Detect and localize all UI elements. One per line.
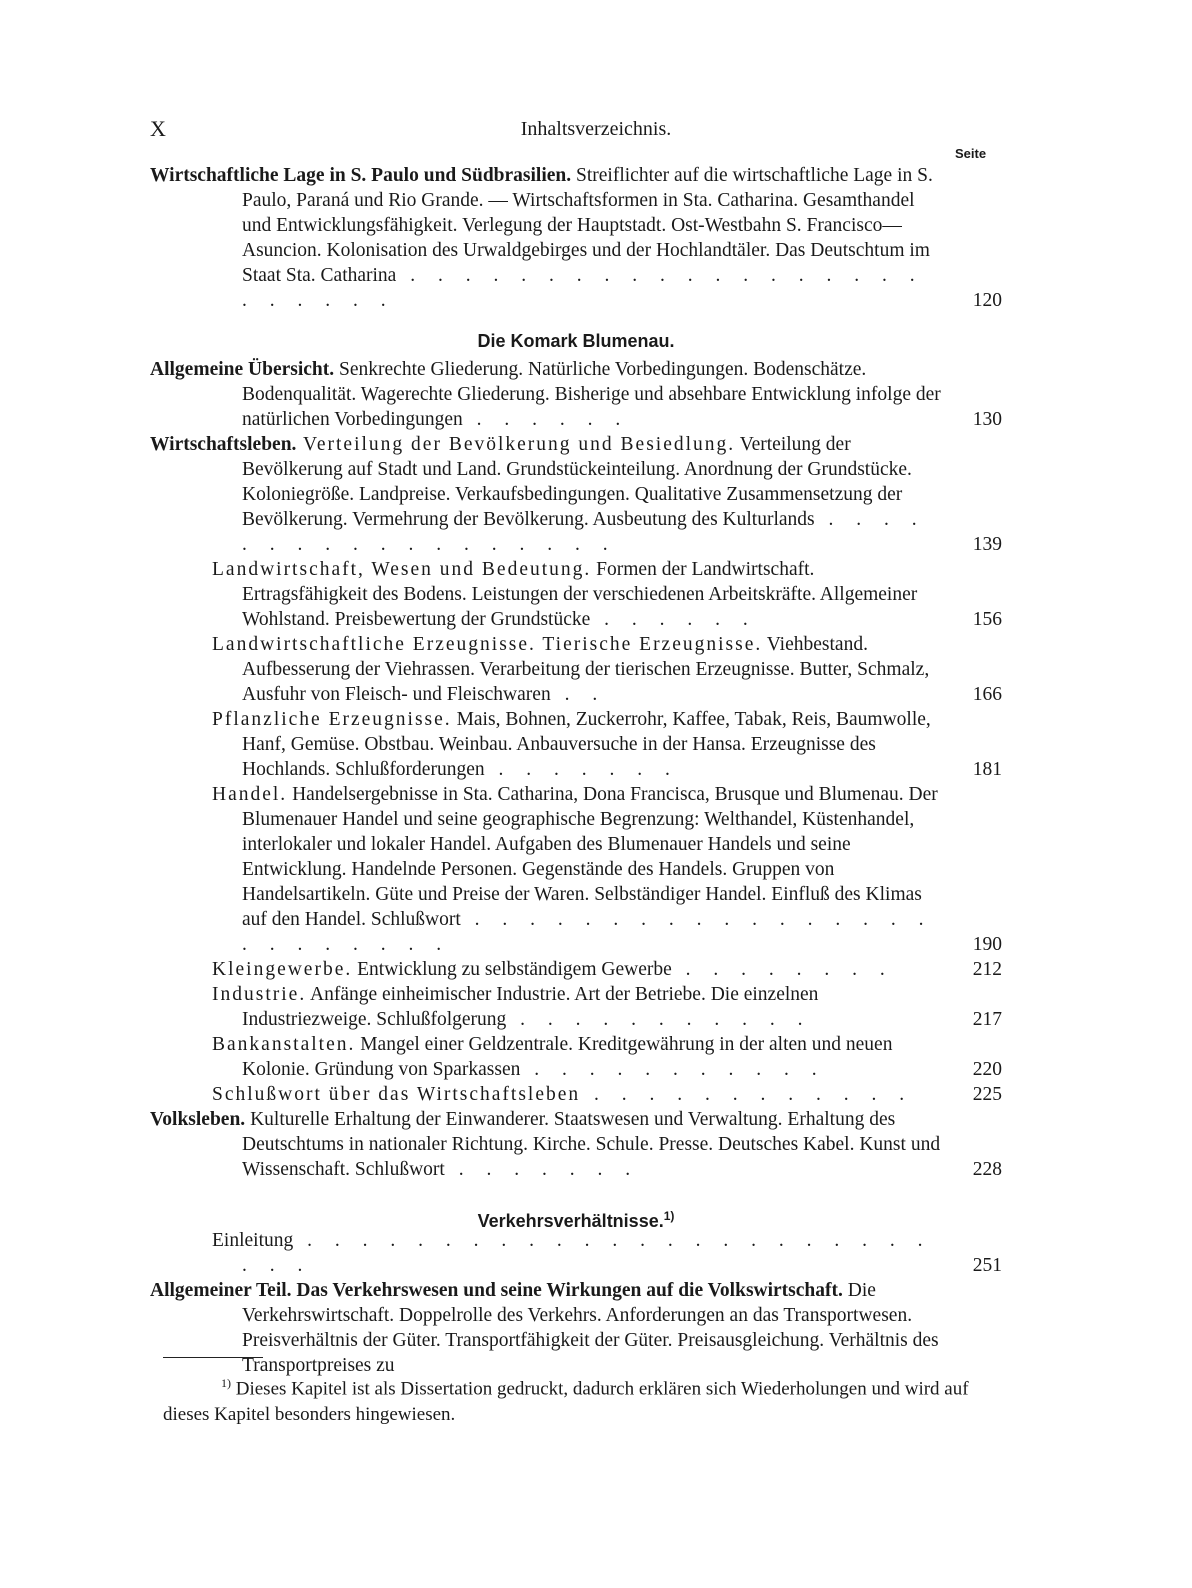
footnote-rule <box>163 1357 263 1358</box>
entry-text: Entwicklung zu selbständigem Gewerbe <box>352 959 672 980</box>
leader-dots: . . . . . . . . . . . . . . . . . . . . . . . . . <box>242 909 933 955</box>
page-number: 139 <box>972 534 1002 555</box>
entry-subheading: Bankanstalten. <box>212 1034 356 1055</box>
page-number: 190 <box>972 934 1002 955</box>
seite-label: Seite <box>955 146 987 161</box>
toc-entry <box>150 1278 1002 1378</box>
footnote-mark: 1) <box>221 1376 231 1390</box>
page-number: 166 <box>972 684 1002 705</box>
leader-dots: . . <box>550 684 607 705</box>
entry-heading: Allgemeine Übersicht. <box>150 359 335 380</box>
toc-entry <box>150 632 1002 707</box>
page-number: 156 <box>972 609 1002 630</box>
leader-dots: . . . . . . . . . . . . . . . . . . . . . . . . . <box>242 265 924 311</box>
toc-entry <box>150 163 1002 313</box>
page-number: 217 <box>972 1009 1002 1030</box>
page-numeral: X <box>150 116 167 141</box>
entry-subheading: Landwirtschaftliche Erzeugnisse. Tierische Erzeugnisse. <box>212 634 763 655</box>
entry-text: Handelsergebnisse in Sta. Catharina, Dona Francisca, Brusque und Blumenau. Der Blumenauer Handel und seine geographische Begrenzung: Welthandel, Küstenhandel, interlokaler und lokaler Handel. Aufgaben des Blumenauer Handels und seine Entwicklung. Handelnde Personen. Gegenstände des Handels. Gruppen von Handelsartikeln. Güte und Preise der Waren. Selbständiger Handel. Einfluß des Klimas auf den Handel. Schlußwort <box>242 784 938 930</box>
entry-subheading: Industrie. <box>212 984 307 1005</box>
entry-subheading: Handel. <box>212 784 288 805</box>
leader-dots: . . . . . . . . . . . . . . . . . . <box>242 509 926 555</box>
leader-dots: . . . . . . . <box>484 759 679 780</box>
entry-text: Viehbestand. Aufbesserung der Viehrassen. Verarbeitung der tierischen Erzeugnisse. Butter, Schmalz, Ausfuhr von Fleisch- und Fleischwaren <box>242 634 930 705</box>
toc-entry <box>150 1082 1002 1107</box>
leader-dots: . . . . . . . . <box>671 959 894 980</box>
entry-heading: Volksleben. <box>150 1109 246 1130</box>
leader-dots: . . . . . . <box>462 409 630 430</box>
footnote <box>163 1370 1003 1428</box>
section-heading-text: Verkehrsverhältnisse. <box>477 1211 664 1231</box>
entry-subheading: Kleingewerbe. <box>212 959 353 980</box>
entry-text: Mangel einer Geldzentrale. Kreditgewährung in der alten und neuen Kolonie. Gründung von Sparkassen <box>242 1034 893 1080</box>
leader-dots: . . . . . . . <box>444 1159 640 1180</box>
toc-entry <box>150 782 1002 957</box>
page-number: 181 <box>972 759 1002 780</box>
toc-entry <box>150 982 1002 1032</box>
entry-heading: Wirtschaftliche Lage in S. Paulo und Südbrasilien. <box>150 165 572 186</box>
entry-subheading: Landwirtschaft, Wesen und Bedeutung. <box>212 559 592 580</box>
toc-entry <box>150 707 1002 782</box>
entry-text: Verteilung der Bevölkerung auf Stadt und Land. Grundstückeinteilung. Anordnung der Grundstücke. Koloniegröße. Landpreise. Verkaufsbedingungen. Qualitative Zusammensetzung der Bevölkerung. Vermehrung der Bevölkerung. Ausbeutung des Kulturlands <box>242 434 912 530</box>
page-title: Inhaltsverzeichnis. <box>520 118 672 140</box>
leader-dots: . . . . . . . . . . . . . . . . . . . . . . . . . . <box>242 1230 932 1276</box>
page-number: 225 <box>972 1084 1002 1105</box>
page-number: 120 <box>972 290 1002 311</box>
entry-subheading: Schlußwort über das Wirtschaftsleben <box>212 1084 581 1105</box>
page-number: 130 <box>972 409 1002 430</box>
page-number: 212 <box>972 959 1002 980</box>
section-heading-blumenau-wrap <box>150 322 1002 360</box>
entry-text: Einleitung <box>212 1230 294 1251</box>
toc-entry <box>150 957 1002 982</box>
page-number: 251 <box>972 1255 1002 1276</box>
entry-text: Kulturelle Erhaltung der Einwanderer. Staatswesen und Verwaltung. Erhaltung des Deutschtums in nationaler Richtung. Kirche. Schule. Presse. Deutsches Kabel. Kunst und Wissenschaft. Schlußwort <box>242 1109 941 1180</box>
toc-entry <box>150 557 1002 632</box>
toc-entry <box>150 357 1002 432</box>
entry-text: Senkrechte Gliederung. Natürliche Vorbedingungen. Bodenschätze. Bodenqualität. Wagerechte Gliederung. Bisherige und absehbare Entwicklung infolge der natürlichen Vorbedingungen <box>242 359 941 430</box>
toc-block-3 <box>150 1228 1002 1378</box>
footnote-ref: 1) <box>663 1209 675 1223</box>
entry-subheading: Verteilung der Bevölkerung und Besiedlung. <box>296 434 736 455</box>
leader-dots: . . . . . . . . . . . . <box>580 1084 914 1105</box>
toc-block-1 <box>150 163 1002 313</box>
entry-text: Streiflichter auf die wirtschaftliche Lage in S. Paulo, Paraná und Rio Grande. — Wirtschaftsformen in Sta. Catharina. Gesamthandel und Entwicklungsfähigkeit. Verlegung der Hauptstadt. Ost-Westbahn S. Francisco—Asuncion. Kolonisation des Urwaldgebirges und der Hochlandtäler. Das Deutschtum im Staat Sta. Catharina <box>242 165 933 286</box>
toc-entry <box>150 1107 1002 1182</box>
entry-subheading: Pflanzliche Erzeugnisse. <box>212 709 452 730</box>
toc-entry <box>150 432 1002 557</box>
toc-entry <box>150 1228 1002 1278</box>
entry-text: Die Verkehrswirtschaft. Doppelrolle des Verkehrs. Anforderungen an das Transportwesen. Preisverhältnis der Güter. Transportfähigkeit der Güter. Preisausgleichung. Verhältnis des Transportpreises zu <box>242 1280 939 1376</box>
toc-entry <box>150 1032 1002 1082</box>
entry-text: Mais, Bohnen, Zuckerrohr, Kaffee, Tabak, Reis, Baumwolle, Hanf, Gemüse. Obstbau. Weinbau. Anbauversuche in der Hansa. Erzeugnisse des Hochlands. Schlußforderungen <box>242 709 931 780</box>
page-number: 228 <box>972 1159 1002 1180</box>
entry-heading: Allgemeiner Teil. Das Verkehrswesen und seine Wirkungen auf die Volkswirtschaft. <box>150 1280 843 1301</box>
footnote-text: Dieses Kapitel ist als Dissertation gedruckt, dadurch erklären sich Wiederholungen und wird auf dieses Kapitel besonders hingewiesen. <box>163 1378 969 1426</box>
entry-heading: Wirtschaftsleben. <box>150 434 297 455</box>
leader-dots: . . . . . . . . . . . <box>520 1059 826 1080</box>
page-number: 220 <box>972 1059 1002 1080</box>
leader-dots: . . . . . . . . . . . <box>506 1009 812 1030</box>
entry-text: Anfänge einheimischer Industrie. Art der Betriebe. Die einzelnen Industriezweige. Schlußfolgerung <box>242 984 819 1030</box>
leader-dots: . . . . . . <box>590 609 757 630</box>
toc-block-2 <box>150 357 1002 1182</box>
section-heading-blumenau: Die Komark Blumenau. <box>477 331 675 351</box>
entry-text: Formen der Landwirtschaft. Ertragsfähigkeit des Bodens. Leistungen der verschiedenen Arbeitskräfte. Allgemeiner Wohlstand. Preisbewertung der Grundstücke <box>242 559 918 630</box>
